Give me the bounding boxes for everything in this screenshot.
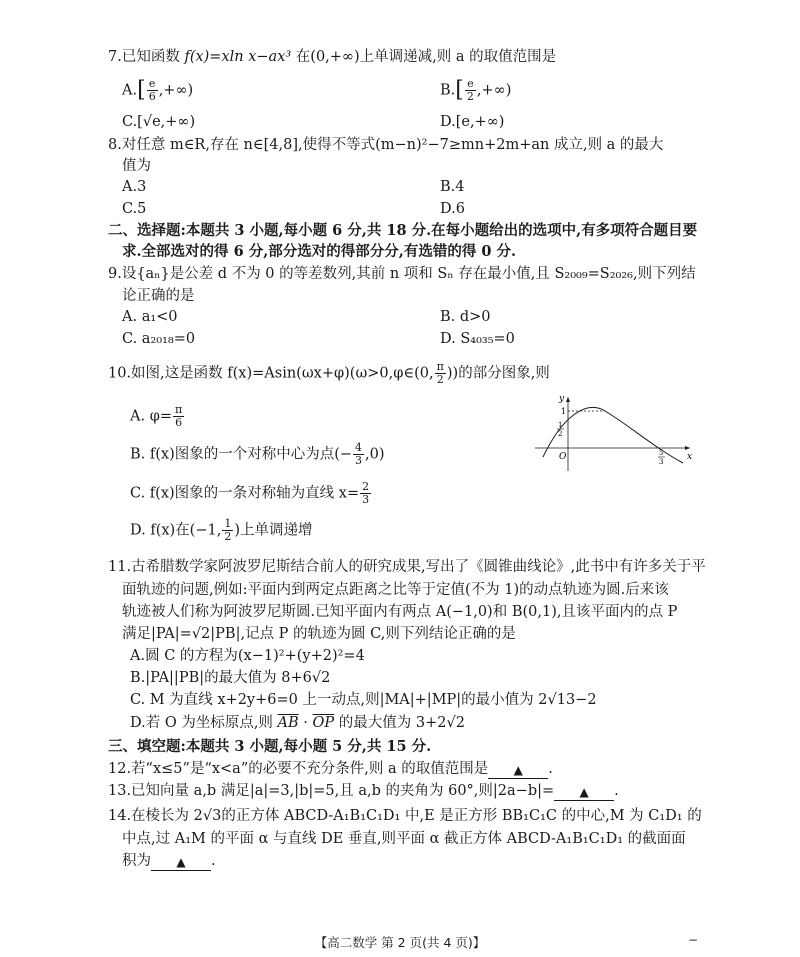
tick-x-den: 3 bbox=[659, 458, 664, 466]
q10-sine-graph bbox=[535, 393, 695, 473]
q8-stem-line1: 8.对任意 m∈R,存在 n∈[4,8],使得不等式(m−n)²−7≥mn+2m+an 成立,则 a 的最大 bbox=[108, 137, 664, 153]
q14-stem-line3 bbox=[122, 851, 216, 871]
q7-a-label: A. bbox=[122, 82, 138, 99]
q10-stem-a: 10.如图,这是函数 f(x)=Asin(ωx+φ)(ω>0,φ∈(0, bbox=[108, 365, 434, 382]
dot-operator: · bbox=[298, 715, 313, 731]
q9-option-d: D. S₄₀₃₅=0 bbox=[440, 331, 515, 347]
footer-text: 【高二数学 第 2 页(共 4 页)】 bbox=[314, 935, 486, 950]
q7-b-label: B. bbox=[440, 82, 456, 99]
q10-option-b bbox=[130, 442, 385, 467]
q13-end: . bbox=[614, 783, 619, 799]
frac-den: 3 bbox=[355, 454, 363, 467]
x-axis-arrow bbox=[685, 446, 690, 450]
q11-d-b: 的最大值为 3+2√2 bbox=[334, 715, 465, 731]
q10-b-frac bbox=[353, 442, 364, 467]
frac-den: 6 bbox=[148, 90, 156, 103]
frac-num: 2 bbox=[362, 480, 370, 493]
vector-op: $\overline{OP}$ bbox=[312, 715, 335, 731]
frac-den: 2 bbox=[224, 530, 232, 543]
q11-stem-line1: 11.古希腊数学家阿波罗尼斯结合前人的研究成果,写出了《圆锥曲线论》,此书中有许多关于平 bbox=[108, 559, 706, 575]
q7-stem-func: f(x)=xln x−ax³ bbox=[184, 49, 292, 65]
q10-c-frac bbox=[360, 481, 371, 506]
vector-ab: $\overline{AB}$ bbox=[277, 715, 299, 731]
bracket: [ bbox=[137, 77, 146, 103]
q8-option-c: C.5 bbox=[122, 201, 147, 217]
q10-option-c bbox=[130, 481, 372, 506]
q10-d-frac bbox=[222, 518, 233, 543]
q10-a-frac bbox=[173, 404, 184, 429]
section2-heading-line2: 求.全部选对的得 6 分,部分选对的得部分分,有选错的得 0 分. bbox=[122, 243, 517, 260]
answer-blank: ▲ bbox=[554, 784, 614, 801]
corner-mark: − bbox=[688, 933, 699, 947]
q7-a-tail: ,+∞) bbox=[158, 82, 194, 99]
q10-c-a: C. f(x)图象的一条对称轴为直线 x= bbox=[130, 485, 360, 502]
frac-num: π bbox=[175, 403, 183, 416]
q14-stem-line2: 中点,过 A₁M 的平面 α 与直线 DE 垂直,则平面 α 截正方体 ABCD-A₁B₁C₁D₁ 的截面面 bbox=[122, 831, 686, 847]
q7-option-b bbox=[440, 78, 511, 103]
q10-option-a bbox=[130, 404, 185, 429]
q10-stem bbox=[108, 361, 550, 386]
q10-b-a: B. f(x)图象的一个对称中心为点(− bbox=[130, 446, 353, 463]
section2-heading-line1: 二、选择题:本题共 3 小题,每小题 6 分,共 18 分.在每小题给出的选项中,有多项符合题目要 bbox=[108, 222, 698, 239]
frac-den: 2 bbox=[436, 373, 444, 386]
frac-num: π bbox=[436, 360, 444, 373]
q10-d-b: )上单调递增 bbox=[234, 522, 313, 539]
q9-option-c: C. a₂₀₁₈=0 bbox=[122, 331, 196, 347]
tick-x-num: 5 bbox=[659, 449, 664, 457]
q10-stem-b: ))的部分图象,则 bbox=[446, 365, 550, 382]
q7-stem-c: 在(0,+∞)上单调递减,则 a 的取值范围是 bbox=[291, 49, 557, 65]
frac-den: 6 bbox=[175, 416, 183, 429]
answer-blank: ▲ bbox=[151, 854, 211, 871]
q7-stem-a: 7.已知函数 bbox=[108, 49, 185, 65]
q10-a-label: A. φ= bbox=[130, 408, 172, 425]
q14-stem-line1: 14.在棱长为 2√3的正方体 ABCD-A₁B₁C₁D₁ 中,E 是正方形 BB₁C₁C 的中心,M 为 C₁D₁ 的 bbox=[108, 808, 702, 824]
frac-num: e bbox=[147, 78, 158, 91]
q9-stem-line1: 9.设{aₙ}是公差 d 不为 0 的等差数列,其前 n 项和 Sₙ 存在最小值,且 S₂₀₀₉=S₂₀₂₆,则下列结 bbox=[108, 266, 696, 282]
q10-option-d bbox=[130, 518, 313, 543]
q7-option-d: D.[e,+∞) bbox=[440, 114, 505, 130]
q8-stem-line2: 值为 bbox=[122, 158, 151, 174]
section3-heading: 三、填空题:本题共 3 小题,每小题 5 分,共 15 分. bbox=[108, 738, 432, 755]
origin-label: O bbox=[559, 452, 567, 462]
q7-a-frac bbox=[147, 78, 158, 103]
q12-stem bbox=[108, 759, 553, 779]
q8-option-d: D.6 bbox=[440, 201, 465, 217]
q8-option-b: B.4 bbox=[440, 179, 465, 195]
frac-num: 4 bbox=[355, 441, 363, 454]
tick-label-one: 1 bbox=[561, 407, 567, 416]
x-axis-label: x bbox=[687, 452, 693, 462]
q10-b-b: ,0) bbox=[365, 446, 385, 463]
y-axis-arrow bbox=[566, 397, 570, 402]
y-axis-label: y bbox=[559, 394, 565, 404]
q9-option-a: A. a₁<0 bbox=[122, 309, 178, 325]
q9-option-b: B. d>0 bbox=[440, 309, 491, 325]
frac-den: 2 bbox=[466, 90, 474, 103]
q7-b-frac bbox=[465, 78, 476, 103]
frac-num: 1 bbox=[224, 517, 232, 530]
page-footer bbox=[0, 933, 800, 951]
tick-half-den: 2 bbox=[558, 430, 563, 438]
q11-stem-line4: 满足|PA|=√2|PB|,记点 P 的轨迹为圆 C,则下列结论正确的是 bbox=[122, 626, 516, 642]
q10-stem-frac bbox=[435, 361, 446, 386]
q12-end: . bbox=[548, 761, 553, 777]
answer-blank: ▲ bbox=[488, 762, 548, 779]
q11-stem-line2: 面轨迹的问题,例如:平面内到两定点距离之比等于定值(不为 1)的动点轨迹为圆.后来该 bbox=[122, 582, 669, 598]
q14-text: 积为 bbox=[122, 853, 151, 869]
tick-half-num: 1 bbox=[558, 421, 563, 429]
q11-option-c: C. M 为直线 x+2y+6=0 上一动点,则|MA|+|MP|的最小值为 2√13−2 bbox=[130, 692, 597, 708]
frac-den: 3 bbox=[362, 493, 370, 506]
q13-text: 13.已知向量 a,b 满足|a|=3,|b|=5,且 a,b 的夹角为 60°,则|2a−b|= bbox=[108, 783, 555, 799]
frac-num: e bbox=[465, 78, 476, 91]
q13-stem bbox=[108, 781, 619, 801]
q9-stem-line2: 论正确的是 bbox=[122, 288, 195, 304]
q7-option-c: C.[√e,+∞) bbox=[122, 114, 196, 130]
q10-d-a: D. f(x)在(−1, bbox=[130, 522, 222, 539]
q11-stem-line3: 轨迹被人们称为阿波罗尼斯圆.已知平面内有两点 A(−1,0)和 B(0,1),且该平面内的点 P bbox=[122, 604, 678, 620]
q7-stem bbox=[108, 47, 556, 67]
q7-b-tail: ,+∞) bbox=[476, 82, 512, 99]
q7-option-a bbox=[122, 78, 193, 103]
q11-option-a: A.圆 C 的方程为(x−1)²+(y+2)²=4 bbox=[130, 648, 365, 664]
q12-text: 12.若“x≤5”是“x<a”的必要不充分条件,则 a 的取值范围是 bbox=[108, 761, 489, 777]
q8-option-a: A.3 bbox=[122, 179, 147, 195]
q11-option-d bbox=[130, 713, 465, 733]
q11-option-b: B.|PA||PB|的最大值为 8+6√2 bbox=[130, 670, 331, 686]
bracket: [ bbox=[455, 77, 464, 103]
q14-end: . bbox=[211, 853, 216, 869]
q11-d-a: D.若 O 为坐标原点,则 bbox=[130, 715, 278, 731]
